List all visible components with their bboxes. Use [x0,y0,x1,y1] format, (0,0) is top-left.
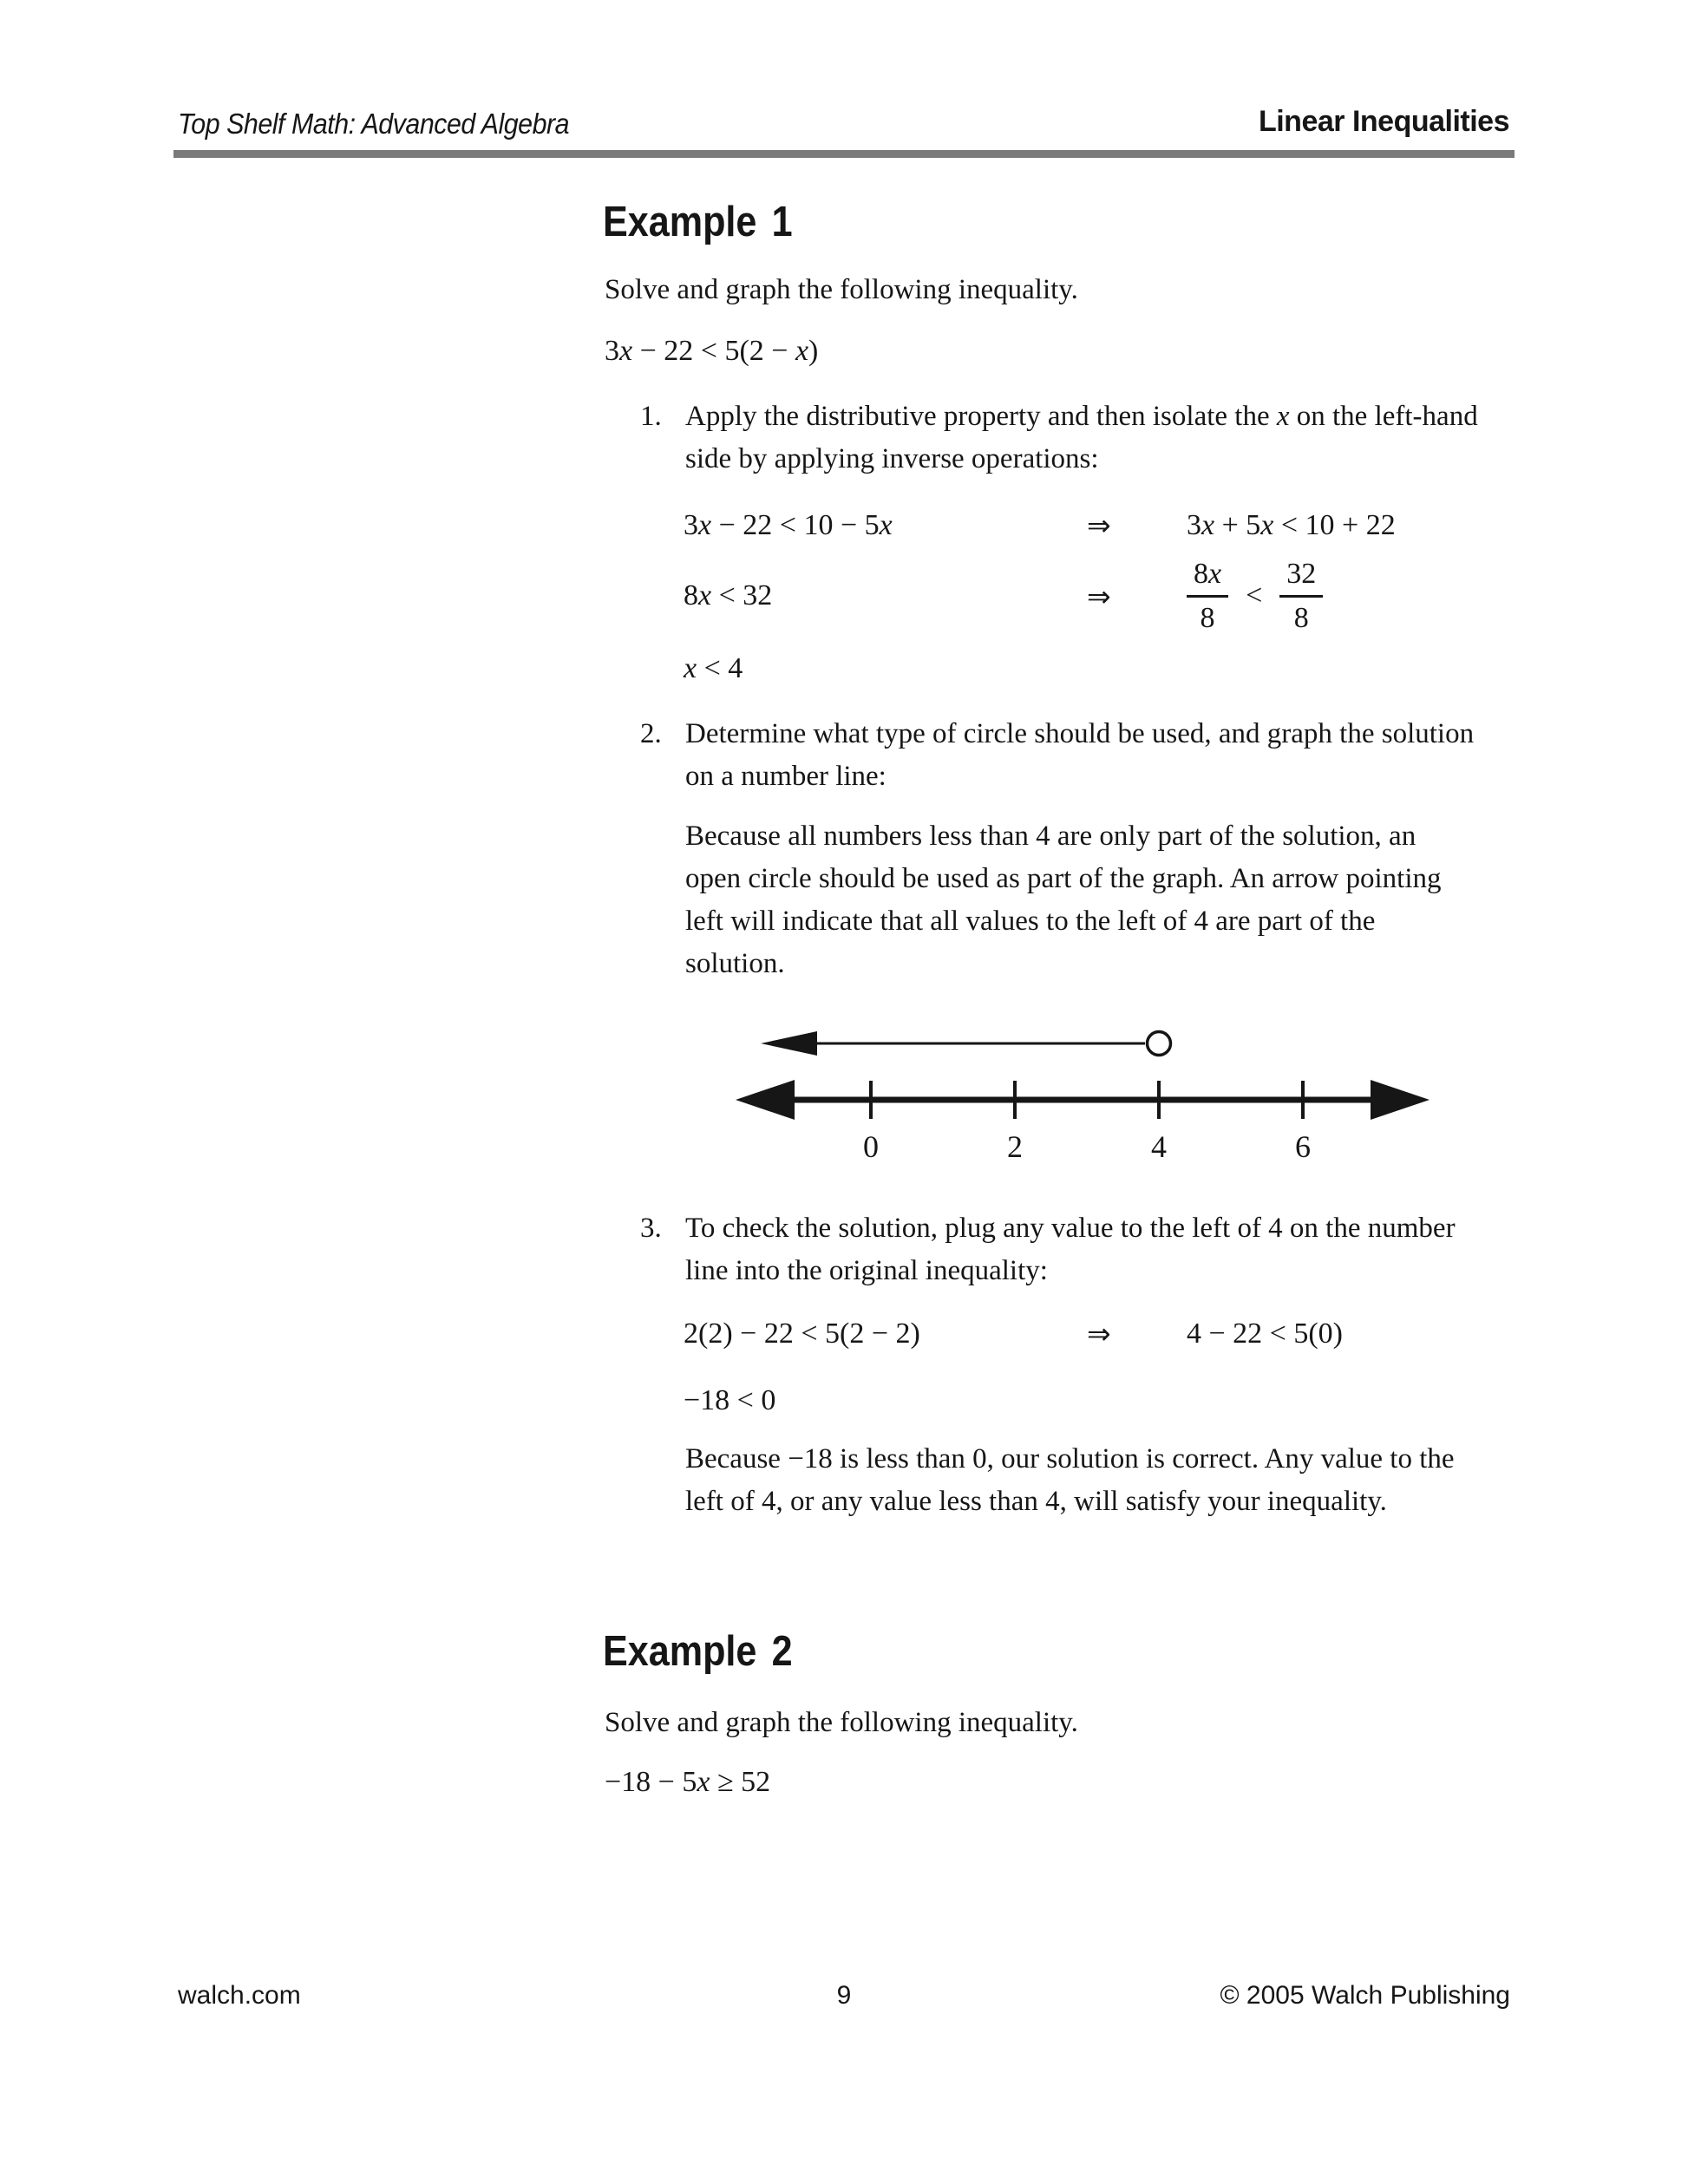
tick-label-0: 0 [863,1129,879,1164]
footer-copyright: © 2005 Walch Publishing [1220,1981,1510,2010]
step-2 [640,713,1496,798]
book-title: Top Shelf Math: Advanced Algebra [178,108,570,140]
example1-intro: Solve and graph the following inequality. [605,274,1078,305]
tick-label-2: 2 [1007,1129,1023,1164]
example2-intro: Solve and graph the following inequality. [605,1707,1078,1738]
fraction-expression [1187,558,1323,635]
check-result: −18 < 0 [684,1384,776,1416]
step-3-number: 3. [640,1213,662,1244]
implies-arrow: ⇒ [1087,1317,1111,1350]
fraction-numerator: 8x [1194,557,1222,590]
example1-title: Example 1 [603,199,793,245]
work-row-1 [684,508,1396,542]
step-1-text: Apply the distributive property and then isolate the x on the left-hand side by applying inverse operations: [685,401,1478,474]
step-2-text: Determine what type of circle should be used, and graph the solution on a number line: [685,718,1475,792]
footer-page-number: 9 [836,1981,852,2010]
number-line-figure [718,1022,1464,1167]
step-3-conclusion: Because −18 is less than 0, our solution is correct. Any value to the left of 4, or any value less than 4, will satisfy your inequality. [685,1443,1455,1517]
step-3 [640,1207,1496,1292]
example2-title: Example 2 [603,1628,793,1675]
step-2-explanation: Because all numbers less than 4 are only part of the solution, an open circle should be used as part of the graph. An arrow pointing left will indicate that all values to the left of 4 are part of the solution. [685,821,1442,979]
example2-inequality: −18 − 5x ≥ 52 [605,1766,771,1798]
step-2-number: 2. [640,718,662,749]
equation-left: 3x − 22 < 10 − 5x [684,508,893,541]
example1-inequality: 3x − 22 < 5(2 − x) [605,335,819,367]
fraction-denominator: 8 [1279,595,1323,635]
relation-symbol: < [1246,579,1263,611]
implies-arrow: ⇒ [1087,579,1111,613]
equation-left: 2(2) − 22 < 5(2 − 2) [684,1317,920,1350]
equation-right: 3x + 5x < 10 + 22 [1187,508,1396,541]
work-row-3: x < 4 [684,652,743,684]
header-rule [173,150,1515,158]
implies-arrow: ⇒ [1087,508,1111,542]
line-arrowhead-left-icon [736,1080,795,1120]
fraction-denominator: 8 [1187,595,1228,635]
section-title: Linear Inequalities [1258,105,1509,138]
tick-label-4: 4 [1151,1129,1167,1164]
open-circle [1148,1032,1171,1056]
equation-left: 8x < 32 [684,579,773,611]
work-row-2 [684,545,1323,647]
ray-arrowhead-left-icon [761,1031,817,1056]
fraction [1187,558,1228,635]
line-arrowhead-right-icon [1371,1080,1430,1120]
footer-site: walch.com [178,1981,301,2010]
check-row [684,1317,1343,1350]
footer [178,1981,1510,2016]
step-3-text: To check the solution, plug any value to the left of 4 on the number line into the original inequality: [685,1213,1456,1286]
equation-right: 4 − 22 < 5(0) [1187,1317,1343,1350]
step-1-number: 1. [640,401,662,432]
fraction [1279,558,1323,635]
fraction-numerator: 32 [1286,557,1317,590]
step-1 [640,396,1496,481]
tick-label-6: 6 [1295,1129,1311,1164]
